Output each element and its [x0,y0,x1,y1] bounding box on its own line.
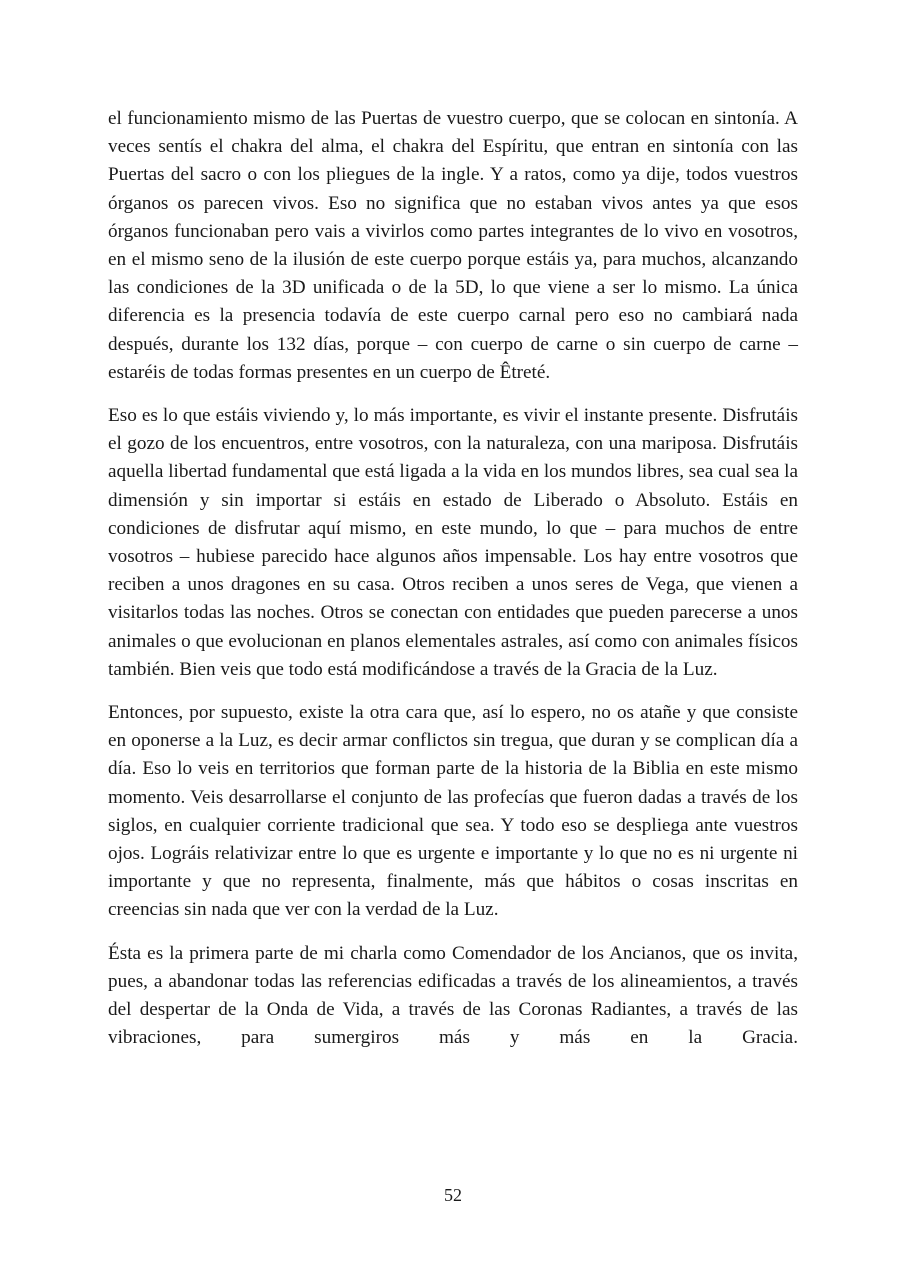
paragraph-4: Ésta es la primera parte de mi charla como Comendador de los Ancianos, que os invita, pues, a abandonar todas las referencias edificadas a través de los alineamientos, a través del despertar de la Onda de Vida, a través de las Coronas Radiantes, a través de las vibraciones, para sumergiros más y más en la Gracia. [108,942,798,1049]
body-text [108,105,798,1053]
page-number: 52 [444,1185,462,1205]
paragraph-3: Entonces, por supuesto, existe la otra cara que, así lo espero, no os atañe y que consiste en oponerse a la Luz, es decir armar conflictos sin tregua, que duran y se complican día a día. Eso lo veis en territorios que forman parte de la historia de la Biblia en este mismo momento. Veis desarrollarse el conjunto de las profecías que fueron dadas a través de los siglos, en cualquier corriente tradicional que sea. Y todo eso se despliega ante vuestros ojos. Lográis relativizar entre lo que es urgente e importante y lo que no es ni urgente ni importante y que no representa, finalmente, más que hábitos o cosas inscritas en creencias sin nada que ver con la verdad de la Luz. [108,702,798,921]
paragraph-2: Eso es lo que estáis viviendo y, lo más importante, es vivir el instante presente. Disfrutáis el gozo de los encuentros, entre vosotros, con la naturaleza, con una mariposa. Disfrutáis aquella libertad fundamental que está ligada a la vida en los mundos libres, sea cual sea la dimensión y sin importar si estáis en estado de Liberado o Absoluto. Estáis en condiciones de disfrutar aquí mismo, en este mundo, lo que – para muchos de entre vosotros – hubiese parecido hace algunos años impensable. Los hay entre vosotros que reciben a unos dragones en su casa. Otros reciben a unos seres de Vega, que vienen a visitarlos todas las noches. Otros se conectan con entidades que pueden parecerse a unos animales o que evolucionan en planos elementales astrales, así como con animales físicos también. Bien veis que todo está modificándose a través de la Gracia de la Luz. [108,405,798,680]
paragraph-1: el funcionamiento mismo de las Puertas de vuestro cuerpo, que se colocan en sintonía. A veces sentís el chakra del alma, el chakra del Espíritu, que entran en sintonía con las Puertas del sacro o con los pliegues de la ingle. Y a ratos, como ya dije, todos vuestros órganos os parecen vivos. Eso no significa que no estaban vivos antes ya que esos órganos funcionaban pero vais a vivirlos como partes integrantes de lo vivo en vosotros, en el mismo seno de la ilusión de este cuerpo porque estáis ya, para muchos, alcanzando las condiciones de la 3D unificada o de la 5D, lo que viene a ser lo mismo. La única diferencia es la presencia todavía de este cuerpo carnal pero eso no cambiará nada después, durante los 132 días, porque – con cuerpo de carne o sin cuerpo de carne – estaréis de todas formas presentes en un cuerpo de Êtreté. [108,108,798,383]
